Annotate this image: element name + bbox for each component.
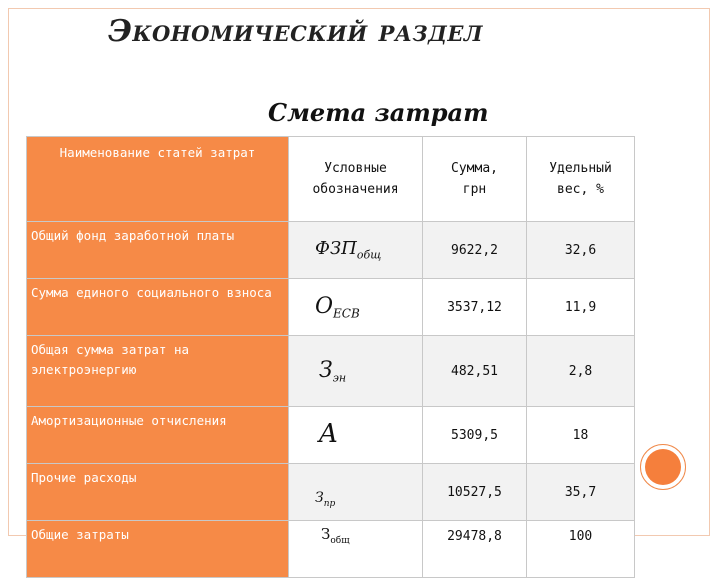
table-header-row xyxy=(27,137,635,222)
slide-subtitle: Смета затрат xyxy=(268,98,489,127)
row-symbol: $З_{эн}$ xyxy=(289,336,423,407)
row-name: Общие затраты xyxy=(27,521,289,578)
row-share: 2,8 xyxy=(527,336,635,407)
cost-estimate-table xyxy=(26,136,635,578)
row-symbol: A xyxy=(289,407,423,464)
row-share: 18 xyxy=(527,407,635,464)
table-row xyxy=(27,222,635,279)
row-symbol: $ФЗП_{общ}$ xyxy=(289,222,423,279)
row-name: Сумма единого социального взноса xyxy=(27,279,289,336)
header-symbol: Условные обозначения xyxy=(289,137,423,222)
table-row xyxy=(27,336,635,407)
row-symbol: $З_{общ}$ xyxy=(289,521,423,578)
row-share: 32,6 xyxy=(527,222,635,279)
table-row xyxy=(27,521,635,578)
row-sum: 482,51 xyxy=(423,336,527,407)
row-sum: 10527,5 xyxy=(423,464,527,521)
row-share: 35,7 xyxy=(527,464,635,521)
row-sum: 29478,8 xyxy=(423,521,527,578)
row-symbol: $З_{пр}$ xyxy=(289,464,423,521)
row-name: Общий фонд заработной платы xyxy=(27,222,289,279)
table-row xyxy=(27,279,635,336)
slide-title-initial: Э xyxy=(108,14,133,49)
row-name: Прочие расходы xyxy=(27,464,289,521)
row-sum: 9622,2 xyxy=(423,222,527,279)
row-sum: 5309,5 xyxy=(423,407,527,464)
slide-title xyxy=(108,14,483,49)
slide-title-rest: кономический раздел xyxy=(132,14,483,49)
header-name: Наименование статей затрат xyxy=(27,137,289,222)
header-sum: Сумма, грн xyxy=(423,137,527,222)
row-symbol: $О_{ЕСВ}$ xyxy=(289,279,423,336)
header-share: Удельный вес, % xyxy=(527,137,635,222)
row-share: 11,9 xyxy=(527,279,635,336)
table-row xyxy=(27,464,635,521)
row-name: Амортизационные отчисления xyxy=(27,407,289,464)
decorative-circle-icon xyxy=(640,444,686,490)
row-name: Общая сумма затрат на электроэнергию xyxy=(27,336,289,407)
row-sum: 3537,12 xyxy=(423,279,527,336)
row-share: 100 xyxy=(527,521,635,578)
table-row xyxy=(27,407,635,464)
